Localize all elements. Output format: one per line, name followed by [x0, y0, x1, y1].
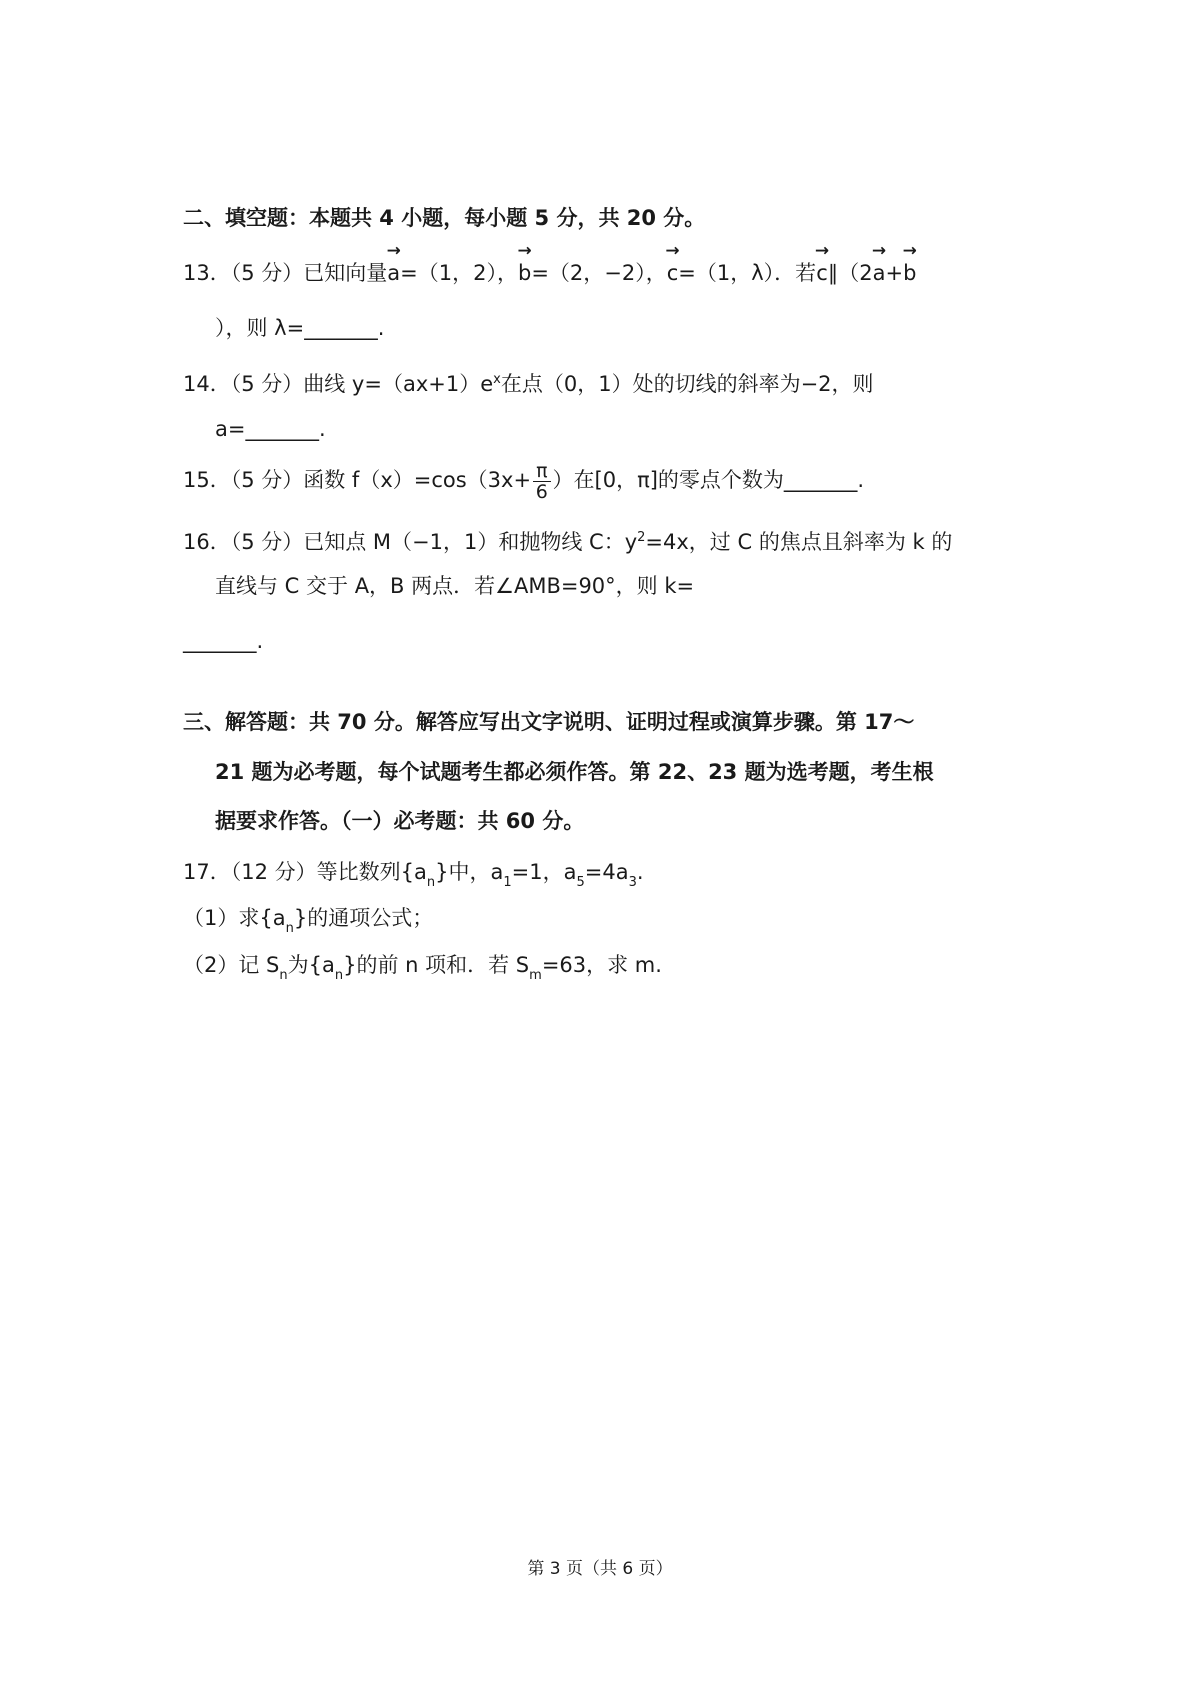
q13-text-c: =（1，λ）．若 — [678, 261, 817, 285]
fraction-denominator: 6 — [535, 480, 548, 503]
q17-text: =4a — [584, 860, 629, 884]
q13-text: （5 分）已知向量 — [230, 261, 388, 285]
part2-text: }的前 n 项和．若 S — [343, 953, 530, 977]
section3-heading-line2: 21 题为必考题，每个试题考生都必须作答。第 22、23 题为选考题，考生根 — [215, 760, 934, 784]
q17-text: . — [636, 860, 644, 884]
page-footer: 第 3 页（共 6 页） — [527, 1559, 673, 1579]
vector-a: → a — [387, 258, 400, 288]
q17-text: =1，a — [511, 860, 577, 884]
question-17-part1 — [183, 903, 433, 942]
q15-post: ）在[0，π]的零点个数为_______. — [552, 468, 865, 492]
question-13-line1 — [183, 258, 916, 288]
section2-heading: 二、填空题：本题共 4 小题，每小题 5 分，共 20 分。 — [183, 206, 706, 230]
part2-text: （2）记 S — [183, 953, 280, 977]
subscript: 5 — [576, 875, 585, 891]
part1-text: }的通项公式； — [293, 906, 434, 930]
question-16-line1 — [183, 523, 952, 557]
q15-pre: 15．（5 分）函数 f（x）=cos（3x+ — [183, 468, 532, 492]
section3-heading-line3: 据要求作答。（一）必考题：共 60 分。 — [215, 809, 585, 833]
subscript: n — [426, 875, 436, 891]
vector-a-2: → a — [873, 258, 886, 288]
q16-text: 16．（5 分）已知点 M（−1，1）和抛物线 C：y — [183, 530, 638, 554]
q17-text: 17．（12 分）等比数列{a — [183, 860, 427, 884]
subscript: n — [285, 921, 294, 937]
part2-text: =63，求 m. — [541, 953, 662, 977]
subscript: n — [279, 968, 288, 984]
q13-text-b: =（2，−2）， — [531, 261, 667, 285]
question-16-line2: 直线与 C 交于 A，B 两点．若∠AMB=90°，则 k= — [215, 574, 695, 598]
q16-exponent: 2 — [637, 530, 646, 545]
q13-plus: + — [885, 261, 904, 285]
q14-exponent: x — [493, 372, 501, 387]
subscript: n — [334, 968, 344, 984]
question-14-line2: a=_______. — [215, 417, 326, 441]
question-13-line2: ），则 λ=_______. — [215, 316, 385, 340]
q13-parallel: ∥（2 — [827, 261, 873, 285]
question-17-part2 — [183, 950, 662, 989]
q13-num: 13． — [183, 261, 231, 285]
q13-text-a: =（1，2）， — [400, 261, 518, 285]
vector-b: → b — [518, 258, 531, 288]
subscript: 3 — [628, 875, 637, 891]
question-17 — [183, 857, 644, 896]
subscript: 1 — [503, 875, 512, 891]
q17-text: }中，a — [435, 860, 504, 884]
q14-text-rest: 在点（0，1）处的切线的斜率为−2，则 — [500, 372, 874, 396]
section3-heading-line1: 三、解答题：共 70 分。解答应写出文字说明、证明过程或演算步骤。第 17～ — [183, 710, 915, 734]
q16-text-rest: =4x，过 C 的焦点且斜率为 k 的 — [645, 530, 953, 554]
question-15 — [183, 458, 864, 502]
q14-text: 14．（5 分）曲线 y=（ax+1）e — [183, 372, 494, 396]
part1-text: （1）求{a — [183, 906, 286, 930]
vector-c: → c — [667, 258, 679, 288]
vector-c-2: → c — [816, 258, 828, 288]
part2-text: 为{a — [287, 953, 335, 977]
pi-over-6-fraction — [533, 461, 550, 502]
question-14-line1 — [183, 365, 874, 399]
subscript: m — [529, 968, 542, 984]
fraction-numerator: π — [533, 461, 550, 482]
vector-b-2: → b — [903, 258, 916, 288]
question-16-line3: _______. — [183, 629, 264, 653]
